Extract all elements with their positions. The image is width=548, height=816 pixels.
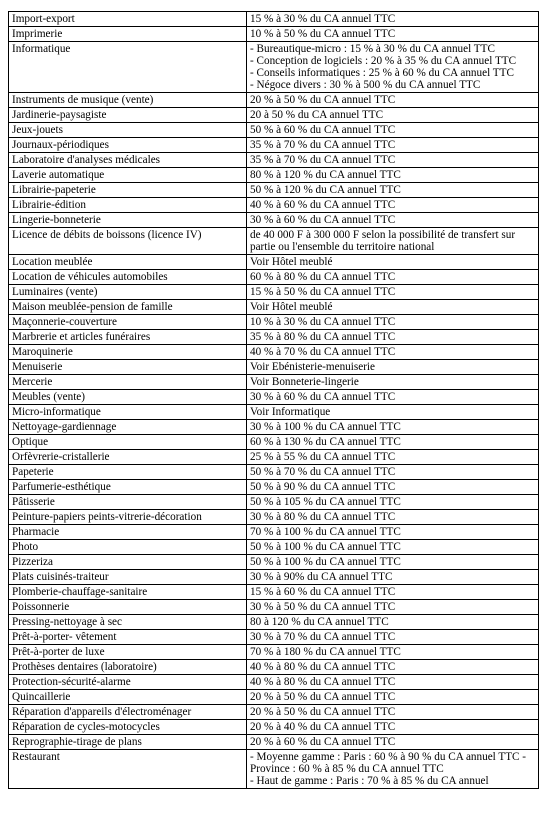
value-cell [247,360,539,375]
value-line: 50 % à 105 % du CA annuel TTC [250,496,401,508]
value-cell [247,42,539,93]
table-row [9,420,539,435]
table-row [9,510,539,525]
table-row [9,153,539,168]
table-row [9,495,539,510]
value-line: 40 % à 80 % du CA annuel TTC [250,661,396,673]
value-cell [247,255,539,270]
activity-cell: Prêt-à-porter- vêtement [9,630,247,645]
activity-cell: Menuiserie [9,360,247,375]
value-cell [247,540,539,555]
value-line: - Négoce divers : 30 % à 500 % du CA annuel TTC [250,79,481,91]
table-row [9,42,539,93]
value-cell [247,198,539,213]
activity-cell: Instruments de musique (vente) [9,93,247,108]
table-row [9,450,539,465]
activity-cell: Reprographie-tirage de plans [9,735,247,750]
table-row [9,390,539,405]
table-row [9,12,539,27]
value-cell [247,645,539,660]
table-row [9,405,539,420]
table-row [9,750,539,789]
table-row [9,255,539,270]
value-line: 20 % à 40 % du CA annuel TTC [250,721,396,733]
table-row [9,123,539,138]
activity-cell: Réparation d'appareils d'électroménager [9,705,247,720]
value-line: 30 % à 50 % du CA annuel TTC [250,601,396,613]
value-line: 30 % à 90% du CA annuel TTC [250,571,393,583]
value-cell [247,600,539,615]
value-line: de 40 000 F à 300 000 F selon la possibilité de transfert sur partie ou l'ensemble du territoire national [250,229,516,253]
table-row [9,660,539,675]
value-line: 40 % à 80 % du CA annuel TTC [250,676,396,688]
value-cell [247,138,539,153]
table-row [9,600,539,615]
value-cell [247,585,539,600]
value-line: Voir Hôtel meublé [250,256,333,268]
value-line: 40 % à 70 % du CA annuel TTC [250,346,396,358]
table-row [9,585,539,600]
table-row [9,360,539,375]
value-cell [247,660,539,675]
activity-cell: Pizzeriza [9,555,247,570]
value-cell [247,525,539,540]
activity-cell: Imprimerie [9,27,247,42]
value-line: 10 % à 50 % du CA annuel TTC [250,28,396,40]
value-cell [247,690,539,705]
value-line: 70 % à 180 % du CA annuel TTC [250,646,401,658]
value-line: 50 % à 100 % du CA annuel TTC [250,556,401,568]
value-cell [247,450,539,465]
value-line: - Haut de gamme : Paris : 70 % à 85 % du CA annuel [250,775,489,787]
value-line: 15 % à 30 % du CA annuel TTC [250,13,396,25]
value-line: 30 % à 70 % du CA annuel TTC [250,631,396,643]
table-row [9,168,539,183]
activity-cell: Papeterie [9,465,247,480]
table-row [9,630,539,645]
table-row [9,138,539,153]
activity-cell: Jeux-jouets [9,123,247,138]
value-line: 20 à 50 % du CA annuel TTC [250,109,384,121]
value-cell [247,675,539,690]
table-row [9,540,539,555]
table-row [9,300,539,315]
value-cell [247,405,539,420]
activity-cell: Peinture-papiers peints-vitrerie-décoration [9,510,247,525]
table-row [9,570,539,585]
value-line: 25 % à 55 % du CA annuel TTC [250,451,396,463]
table-row [9,315,539,330]
value-line: 20 % à 50 % du CA annuel TTC [250,691,396,703]
value-cell [247,420,539,435]
value-cell [247,228,539,255]
activity-cell: Licence de débits de boissons (licence IV) [9,228,247,255]
value-cell [247,510,539,525]
activity-cell: Luminaires (vente) [9,285,247,300]
activity-cell: Meubles (vente) [9,390,247,405]
activity-cell: Librairie-édition [9,198,247,213]
table-row [9,705,539,720]
value-line: 40 % à 60 % du CA annuel TTC [250,199,396,211]
value-cell [247,12,539,27]
table-row [9,198,539,213]
table-row [9,675,539,690]
value-cell [247,465,539,480]
value-line: 80 % à 120 % du CA annuel TTC [250,169,401,181]
value-line: Voir Informatique [250,406,331,418]
value-cell [247,480,539,495]
table-row [9,555,539,570]
table-row [9,615,539,630]
activity-cell: Marbrerie et articles funéraires [9,330,247,345]
activity-cell: Laverie automatique [9,168,247,183]
table-row [9,690,539,705]
activity-cell: Informatique [9,42,247,93]
value-line: - Moyenne gamme : Paris : 60 % à 90 % du CA annuel TTC - Province : 60 % à 85 % du CA annuel TTC [250,751,527,775]
activity-cell: Plats cuisinés-traiteur [9,570,247,585]
activity-cell: Location meublée [9,255,247,270]
value-line: - Conception de logiciels : 20 % à 35 % du CA annuel TTC [250,55,517,67]
value-line: 50 % à 120 % du CA annuel TTC [250,184,401,196]
value-line: 35 % à 70 % du CA annuel TTC [250,139,396,151]
value-line: 50 % à 60 % du CA annuel TTC [250,124,396,136]
value-cell [247,27,539,42]
value-cell [247,735,539,750]
value-line: - Bureautique-micro : 15 % à 30 % du CA annuel TTC [250,43,495,55]
value-cell [247,300,539,315]
activity-cell: Librairie-papeterie [9,183,247,198]
table-row [9,435,539,450]
value-cell [247,750,539,789]
value-cell [247,495,539,510]
value-line: 15 % à 60 % du CA annuel TTC [250,586,396,598]
table-row [9,735,539,750]
value-cell [247,123,539,138]
activity-cell: Maroquinerie [9,345,247,360]
value-cell [247,93,539,108]
activity-cell: Restaurant [9,750,247,789]
value-line: 35 % à 70 % du CA annuel TTC [250,154,396,166]
value-cell [247,555,539,570]
value-cell [247,270,539,285]
table-row [9,645,539,660]
value-cell [247,168,539,183]
table-row [9,183,539,198]
value-line: 30 % à 80 % du CA annuel TTC [250,511,396,523]
activity-cell: Orfèvrerie-cristallerie [9,450,247,465]
activity-cell: Parfumerie-esthétique [9,480,247,495]
value-line: 20 % à 50 % du CA annuel TTC [250,706,396,718]
table-row [9,480,539,495]
activity-cell: Laboratoire d'analyses médicales [9,153,247,168]
activity-cell: Photo [9,540,247,555]
value-cell [247,153,539,168]
value-cell [247,183,539,198]
activity-cell: Maison meublée-pension de famille [9,300,247,315]
activity-cell: Jardinerie-paysagiste [9,108,247,123]
table-row [9,375,539,390]
activity-cell: Prêt-à-porter de luxe [9,645,247,660]
activity-cell: Pharmacie [9,525,247,540]
activity-cell: Prothèses dentaires (laboratoire) [9,660,247,675]
table-row [9,108,539,123]
value-line: Voir Ebénisterie-menuiserie [250,361,375,373]
activity-cell: Lingerie-bonneterie [9,213,247,228]
activity-cell: Quincaillerie [9,690,247,705]
table-row [9,525,539,540]
activity-cell: Mercerie [9,375,247,390]
activity-cell: Micro-informatique [9,405,247,420]
value-line: 50 % à 70 % du CA annuel TTC [250,466,396,478]
value-cell [247,330,539,345]
value-cell [247,345,539,360]
value-line: 80 à 120 % du CA annuel TTC [250,616,389,628]
table-row [9,465,539,480]
activity-cell: Poissonnerie [9,600,247,615]
value-cell [247,705,539,720]
table-row [9,93,539,108]
value-cell [247,285,539,300]
value-line: 70 % à 100 % du CA annuel TTC [250,526,401,538]
activity-cell: Nettoyage-gardiennage [9,420,247,435]
value-cell [247,213,539,228]
table-row [9,270,539,285]
value-cell [247,375,539,390]
value-line: 30 % à 60 % du CA annuel TTC [250,391,396,403]
value-cell [247,108,539,123]
value-line: 30 % à 60 % du CA annuel TTC [250,214,396,226]
table-row [9,228,539,255]
activity-cell: Pressing-nettoyage à sec [9,615,247,630]
value-cell [247,390,539,405]
valuation-table [8,11,539,789]
value-line: 30 % à 100 % du CA annuel TTC [250,421,401,433]
value-cell [247,570,539,585]
activity-cell: Réparation de cycles-motocycles [9,720,247,735]
value-line: - Conseils informatiques : 25 % à 60 % du CA annuel TTC [250,67,514,79]
table-row [9,345,539,360]
activity-cell: Import-export [9,12,247,27]
activity-cell: Pâtisserie [9,495,247,510]
value-cell [247,615,539,630]
activity-cell: Location de véhicules automobiles [9,270,247,285]
value-line: 50 % à 100 % du CA annuel TTC [250,541,401,553]
activity-cell: Protection-sécurité-alarme [9,675,247,690]
valuation-table-body [9,12,539,789]
value-cell [247,435,539,450]
value-line: 60 % à 80 % du CA annuel TTC [250,271,396,283]
value-line: 20 % à 50 % du CA annuel TTC [250,94,396,106]
value-cell [247,720,539,735]
table-row [9,720,539,735]
value-line: 60 % à 130 % du CA annuel TTC [250,436,401,448]
value-line: Voir Bonneterie-lingerie [250,376,359,388]
table-row [9,285,539,300]
activity-cell: Maçonnerie-couverture [9,315,247,330]
value-line: 35 % à 80 % du CA annuel TTC [250,331,396,343]
table-row [9,330,539,345]
activity-cell: Optique [9,435,247,450]
value-line: Voir Hôtel meublé [250,301,333,313]
activity-cell: Plomberie-chauffage-sanitaire [9,585,247,600]
table-row [9,213,539,228]
value-cell [247,630,539,645]
value-line: 10 % à 30 % du CA annuel TTC [250,316,396,328]
value-line: 15 % à 50 % du CA annuel TTC [250,286,396,298]
value-line: 50 % à 90 % du CA annuel TTC [250,481,396,493]
activity-cell: Journaux-périodiques [9,138,247,153]
value-line: 20 % à 60 % du CA annuel TTC [250,736,396,748]
value-cell [247,315,539,330]
table-row [9,27,539,42]
